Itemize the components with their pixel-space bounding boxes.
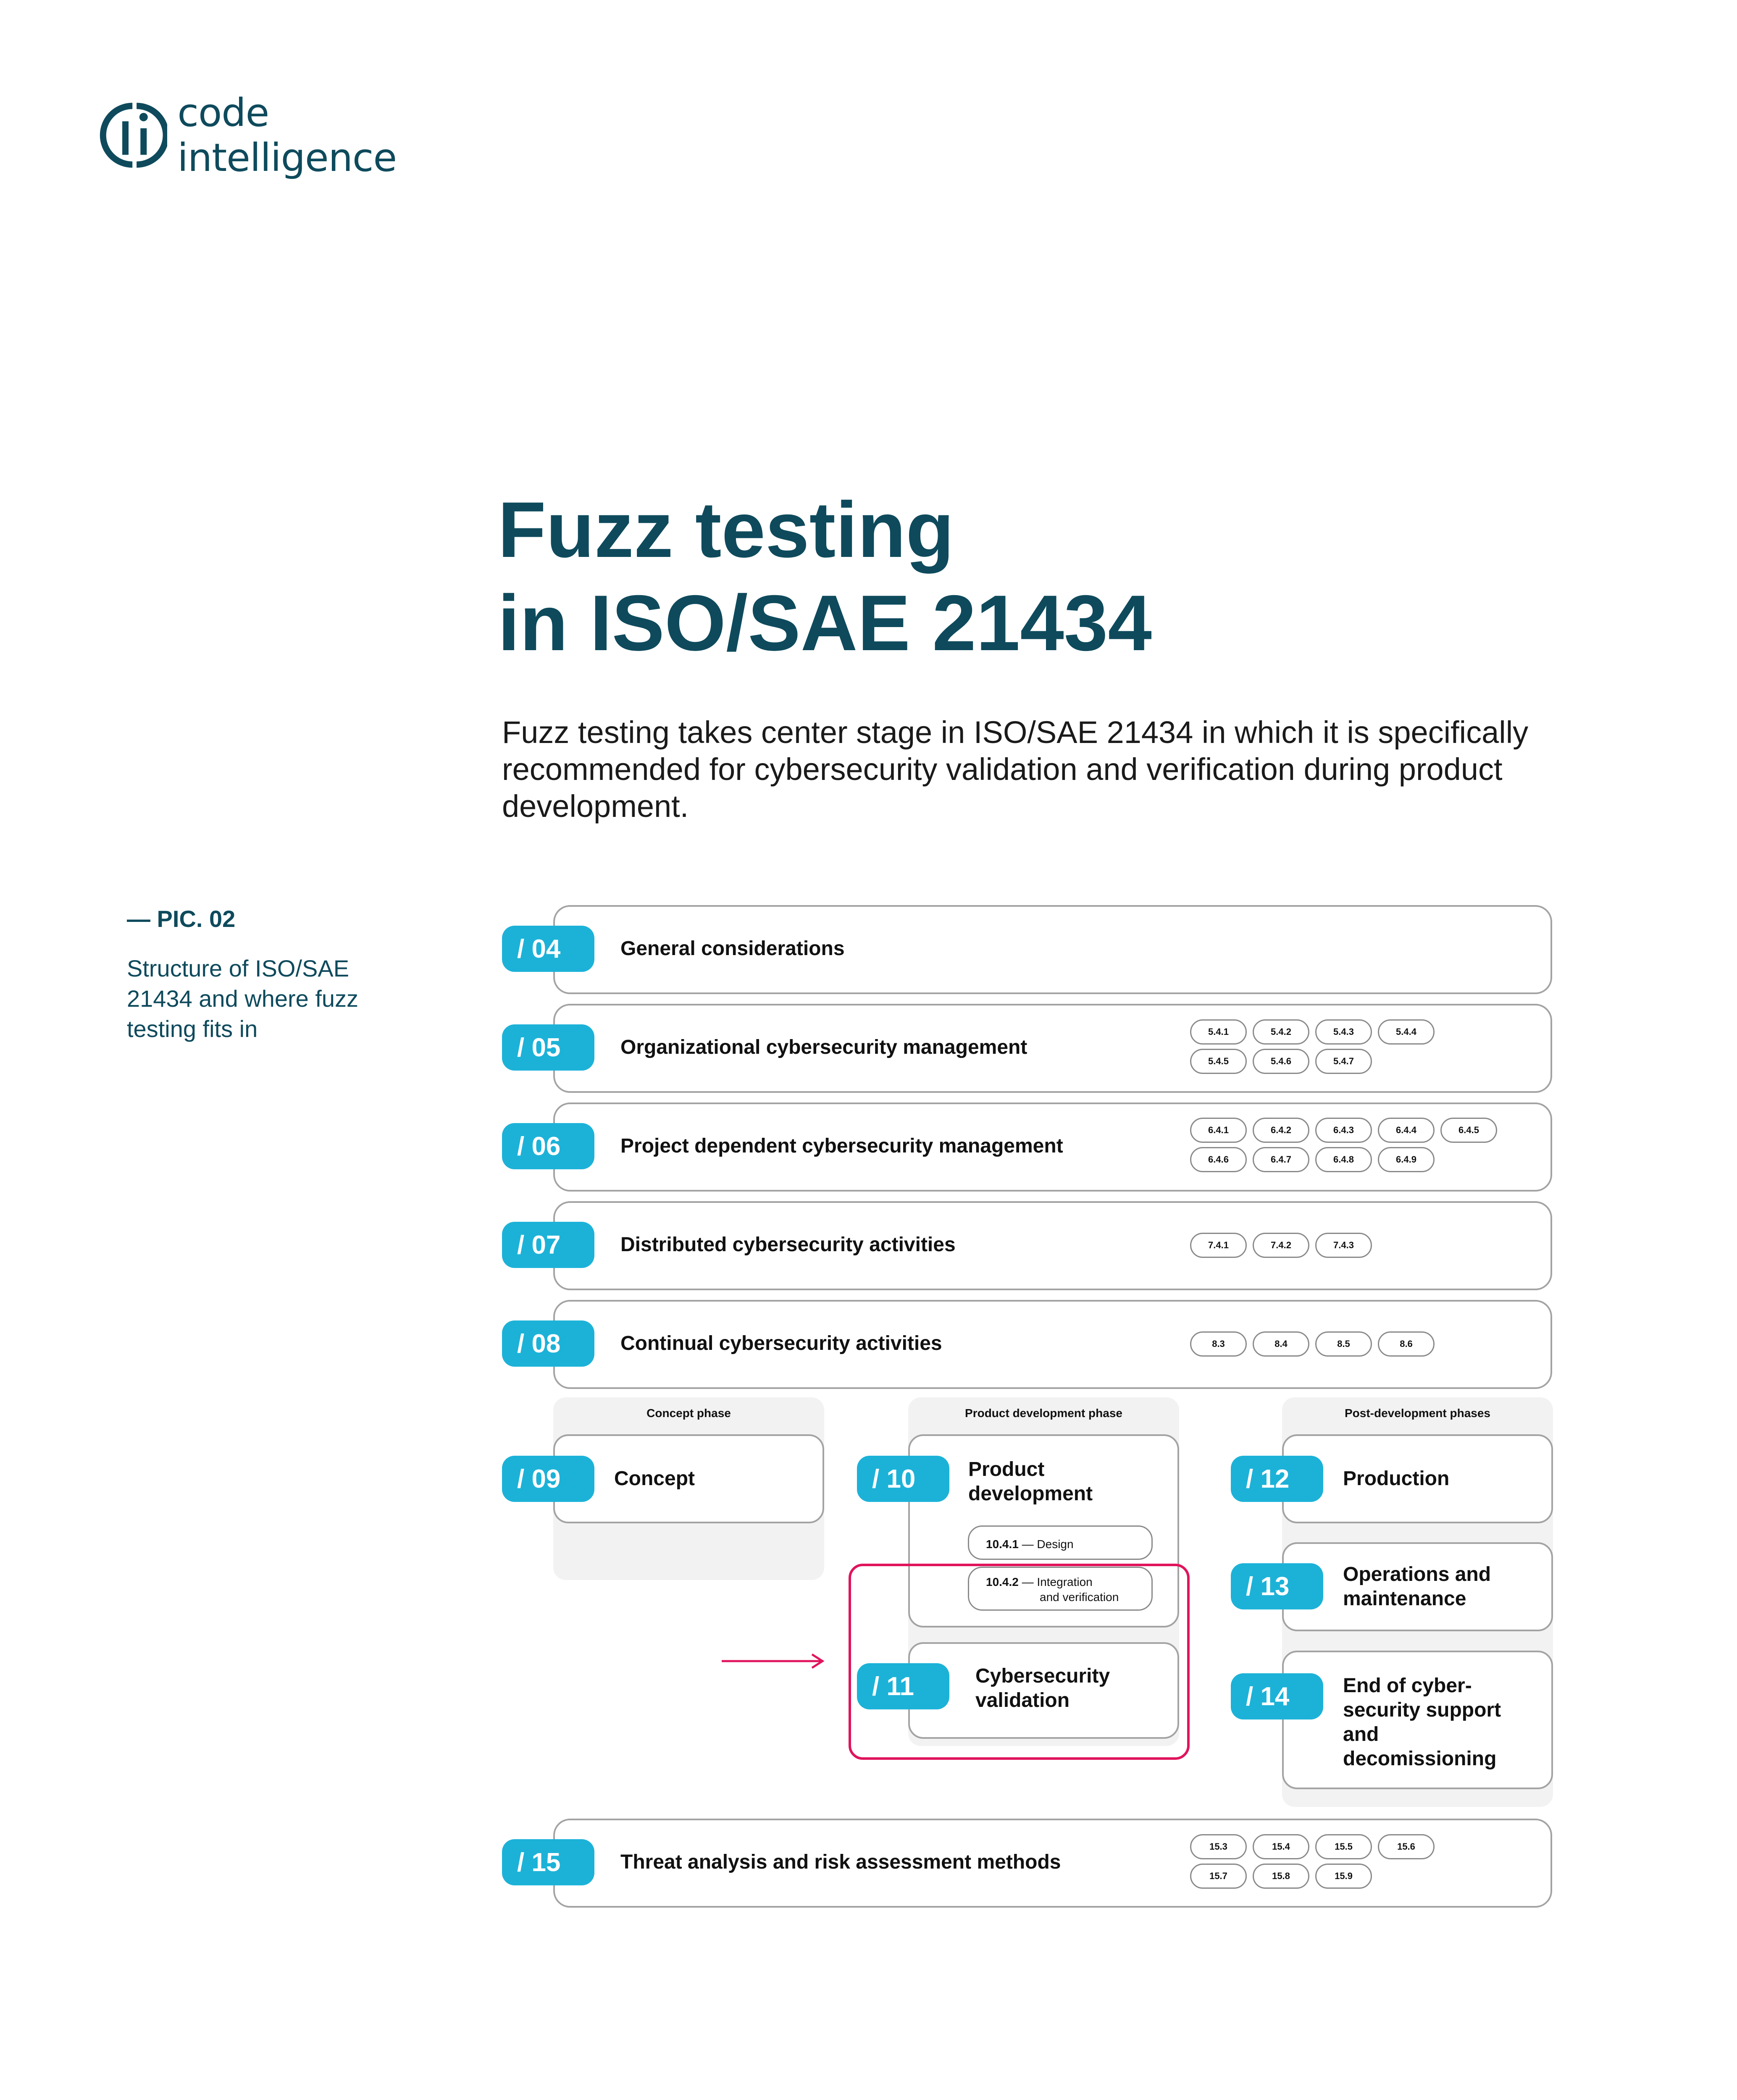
clause-chip: 8.6	[1378, 1331, 1435, 1357]
chip-group-05	[1190, 1019, 1509, 1074]
clause-chip: 6.4.5	[1440, 1118, 1497, 1143]
clause-chip: 7.4.2	[1253, 1233, 1309, 1258]
chip-group-15	[1190, 1834, 1509, 1889]
section-badge-10: / 10	[857, 1456, 949, 1502]
section-badge-11: / 11	[857, 1663, 949, 1709]
title-line-2: in ISO/SAE 21434	[498, 579, 1152, 667]
validation-label: Cybersecurity validation	[975, 1665, 1110, 1712]
concept-phase-title: Concept phase	[646, 1407, 731, 1420]
production-label: Production	[1343, 1467, 1450, 1490]
end-of-support-label: End of cyber-security support and decomissioning	[1343, 1675, 1501, 1770]
clause-chip: 6.4.2	[1253, 1118, 1309, 1143]
section-badge-13: / 13	[1231, 1563, 1323, 1609]
clause-chip: 8.4	[1253, 1331, 1309, 1357]
section-label-15: Threat analysis and risk assessment methods	[620, 1851, 1061, 1873]
section-badge-15: / 15	[502, 1839, 594, 1885]
clause-chip: 15.8	[1253, 1864, 1309, 1889]
clause-chip: 6.4.9	[1378, 1147, 1435, 1172]
clause-chip: 5.4.4	[1378, 1019, 1435, 1045]
section-badge-09: / 09	[502, 1456, 594, 1502]
figure-caption: Structure of ISO/SAE 21434 and where fuzz testing fits in	[127, 955, 359, 1042]
section-badge-08: / 08	[502, 1320, 594, 1367]
product-development-label: Product development	[968, 1458, 1093, 1505]
clause-chip: 7.4.1	[1190, 1233, 1247, 1258]
page-title	[498, 483, 1506, 669]
clause-chip: 15.4	[1253, 1834, 1309, 1859]
section-label-07: Distributed cybersecurity activities	[620, 1234, 956, 1256]
clause-chip: 15.9	[1315, 1864, 1372, 1889]
section-badge-07: / 07	[502, 1222, 594, 1268]
post-phase-title: Post-development phases	[1345, 1407, 1490, 1420]
subclause-integration-number: 10.4.2	[986, 1575, 1019, 1588]
clause-chip: 15.3	[1190, 1834, 1247, 1859]
subclause-integration-text-b: and verification	[1040, 1591, 1119, 1604]
section-label-06: Project dependent cybersecurity management	[620, 1135, 1063, 1157]
intro-paragraph: Fuzz testing takes center stage in ISO/SAE 21434 in which it is specifically recommended for cybersecurity validation and verification during product development.	[502, 715, 1529, 824]
fuzz-testing-highlight	[849, 1564, 1190, 1760]
concept-label: Concept	[614, 1467, 695, 1490]
logo-text: code intelligence	[177, 90, 397, 180]
clause-chip: 5.4.6	[1253, 1049, 1309, 1074]
arrow-right-icon	[722, 1653, 825, 1670]
clause-chip: 5.4.7	[1315, 1049, 1372, 1074]
logo	[97, 90, 476, 180]
clause-chip: 15.5	[1315, 1834, 1372, 1859]
section-badge-14: / 14	[1231, 1673, 1323, 1719]
section-label-08: Continual cybersecurity activities	[620, 1332, 942, 1354]
clause-chip: 15.6	[1378, 1834, 1435, 1859]
clause-chip: 6.4.8	[1315, 1147, 1372, 1172]
logo-mark-icon	[97, 97, 167, 173]
clause-chip: 5.4.2	[1253, 1019, 1309, 1045]
subclause-design	[968, 1525, 1153, 1560]
clause-chip: 6.4.4	[1378, 1118, 1435, 1143]
clause-chip: 8.5	[1315, 1331, 1372, 1357]
section-badge-06: / 06	[502, 1123, 594, 1169]
clause-chip: 6.4.7	[1253, 1147, 1309, 1172]
clause-chip: 5.4.3	[1315, 1019, 1372, 1045]
clause-chip: 15.7	[1190, 1864, 1247, 1889]
clause-chip: 5.4.5	[1190, 1049, 1247, 1074]
chip-group-07	[1190, 1233, 1509, 1258]
clause-chip: 6.4.3	[1315, 1118, 1372, 1143]
clause-chip: 6.4.6	[1190, 1147, 1247, 1172]
section-badge-04: / 04	[502, 926, 594, 972]
section-label-05: Organizational cybersecurity management	[620, 1036, 1027, 1058]
section-label-04: General considerations	[620, 937, 845, 960]
title-line-1: Fuzz testing	[498, 486, 954, 574]
chip-group-06	[1190, 1118, 1509, 1172]
section-badge-05: / 05	[502, 1024, 594, 1071]
clause-chip: 6.4.1	[1190, 1118, 1247, 1143]
section-badge-12: / 12	[1231, 1456, 1323, 1502]
operations-label: Operations and maintenance	[1343, 1563, 1491, 1610]
clause-chip: 8.3	[1190, 1331, 1247, 1357]
product-phase-title: Product development phase	[965, 1407, 1122, 1420]
chip-group-08	[1190, 1331, 1509, 1357]
clause-chip: 7.4.3	[1315, 1233, 1372, 1258]
clause-chip: 5.4.1	[1190, 1019, 1247, 1045]
subclause-integration-text-a: — Integration	[1018, 1575, 1093, 1588]
subclause-design-text: — Design	[1018, 1538, 1074, 1551]
figure-label: — PIC. 02	[127, 906, 236, 932]
subclause-design-number: 10.4.1	[986, 1538, 1019, 1551]
